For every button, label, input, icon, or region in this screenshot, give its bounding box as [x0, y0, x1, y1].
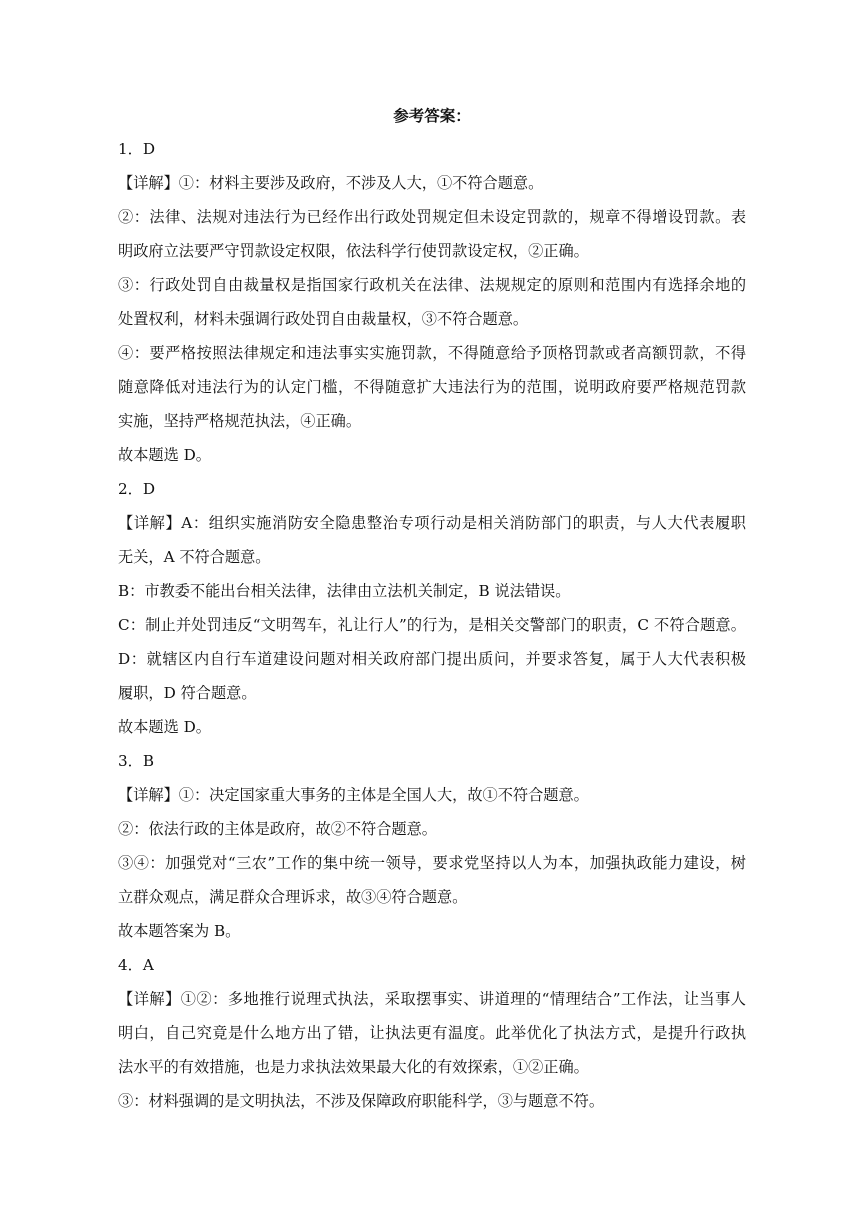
answer-line: 【详解】①：材料主要涉及政府，不涉及人大，①不符合题意。 — [118, 174, 544, 192]
answer-line: 处置权利，材料未强调行政处罚自由裁量权，③不符合题意。 — [118, 310, 529, 328]
answer-line: ②：依法行政的主体是政府，故②不符合题意。 — [118, 820, 437, 838]
answer-line: 2．D — [118, 480, 156, 498]
answer-line: ③：材料强调的是文明执法，不涉及保障政府职能科学，③与题意不符。 — [118, 1092, 604, 1110]
answer-line: C：制止并处罚违反“文明驾车，礼让行人”的行为，是相关交警部门的职责，C 不符合题意。 — [118, 616, 746, 634]
answer-line: 法水平的有效措施，也是力求执法效果最大化的有效探索，①②正确。 — [118, 1058, 589, 1076]
answer-line: 【详解】A：组织实施消防安全隐患整治专项行动是相关消防部门的职责，与人大代表履职 — [118, 514, 746, 532]
answer-line: 随意降低对违法行为的认定门槛，不得随意扩大违法行为的范围，说明政府要严格规范罚款 — [118, 378, 746, 396]
answer-line: 故本题答案为 B。 — [118, 922, 241, 940]
answer-line: ④：要严格按照法律规定和违法事实实施罚款，不得随意给予顶格罚款或者高额罚款，不得 — [118, 344, 746, 362]
answer-line: ③④：加强党对“三农”工作的集中统一领导，要求党坚持以人为本，加强执政能力建设，树 — [118, 854, 746, 872]
answer-line: 明政府立法要严守罚款设定权限，依法科学行使罚款设定权，②正确。 — [118, 242, 589, 260]
answer-line: 立群众观点，满足群众合理诉求，故③④符合题意。 — [118, 888, 468, 906]
answer-line: 4．A — [118, 956, 154, 974]
answer-line: 故本题选 D。 — [118, 718, 211, 736]
page-title: 参考答案： — [393, 106, 471, 125]
answer-line: 故本题选 D。 — [118, 446, 211, 464]
answer-line: 【详解】①②：多地推行说理式执法，采取摆事实、讲道理的“情理结合”工作法，让当事人 — [118, 990, 746, 1008]
answer-line: 实施，坚持严格规范执法，④正确。 — [118, 412, 361, 430]
answer-line: B：市教委不能出台相关法律，法律由立法机关制定，B 说法错误。 — [118, 582, 571, 600]
answer-line: 1．D — [118, 140, 156, 158]
answer-line: 履职，D 符合题意。 — [118, 684, 257, 702]
answer-line: 明白，自己究竟是什么地方出了错，让执法更有温度。此举优化了执法方式，是提升行政执 — [118, 1024, 746, 1042]
answer-line: 无关，A 不符合题意。 — [118, 548, 271, 566]
answer-line: D：就辖区内自行车道建设问题对相关政府部门提出质问，并要求答复，属于人大代表积极 — [118, 650, 746, 668]
answer-line: 3．B — [118, 752, 155, 770]
answer-line: ③：行政处罚自由裁量权是指国家行政机关在法律、法规规定的原则和范围内有选择余地的 — [118, 276, 746, 294]
answer-content — [118, 132, 746, 1118]
answer-line: ②：法律、法规对违法行为已经作出行政处罚规定但未设定罚款的，规章不得增设罚款。表 — [118, 208, 746, 226]
answer-line: 【详解】①：决定国家重大事务的主体是全国人大，故①不符合题意。 — [118, 786, 589, 804]
